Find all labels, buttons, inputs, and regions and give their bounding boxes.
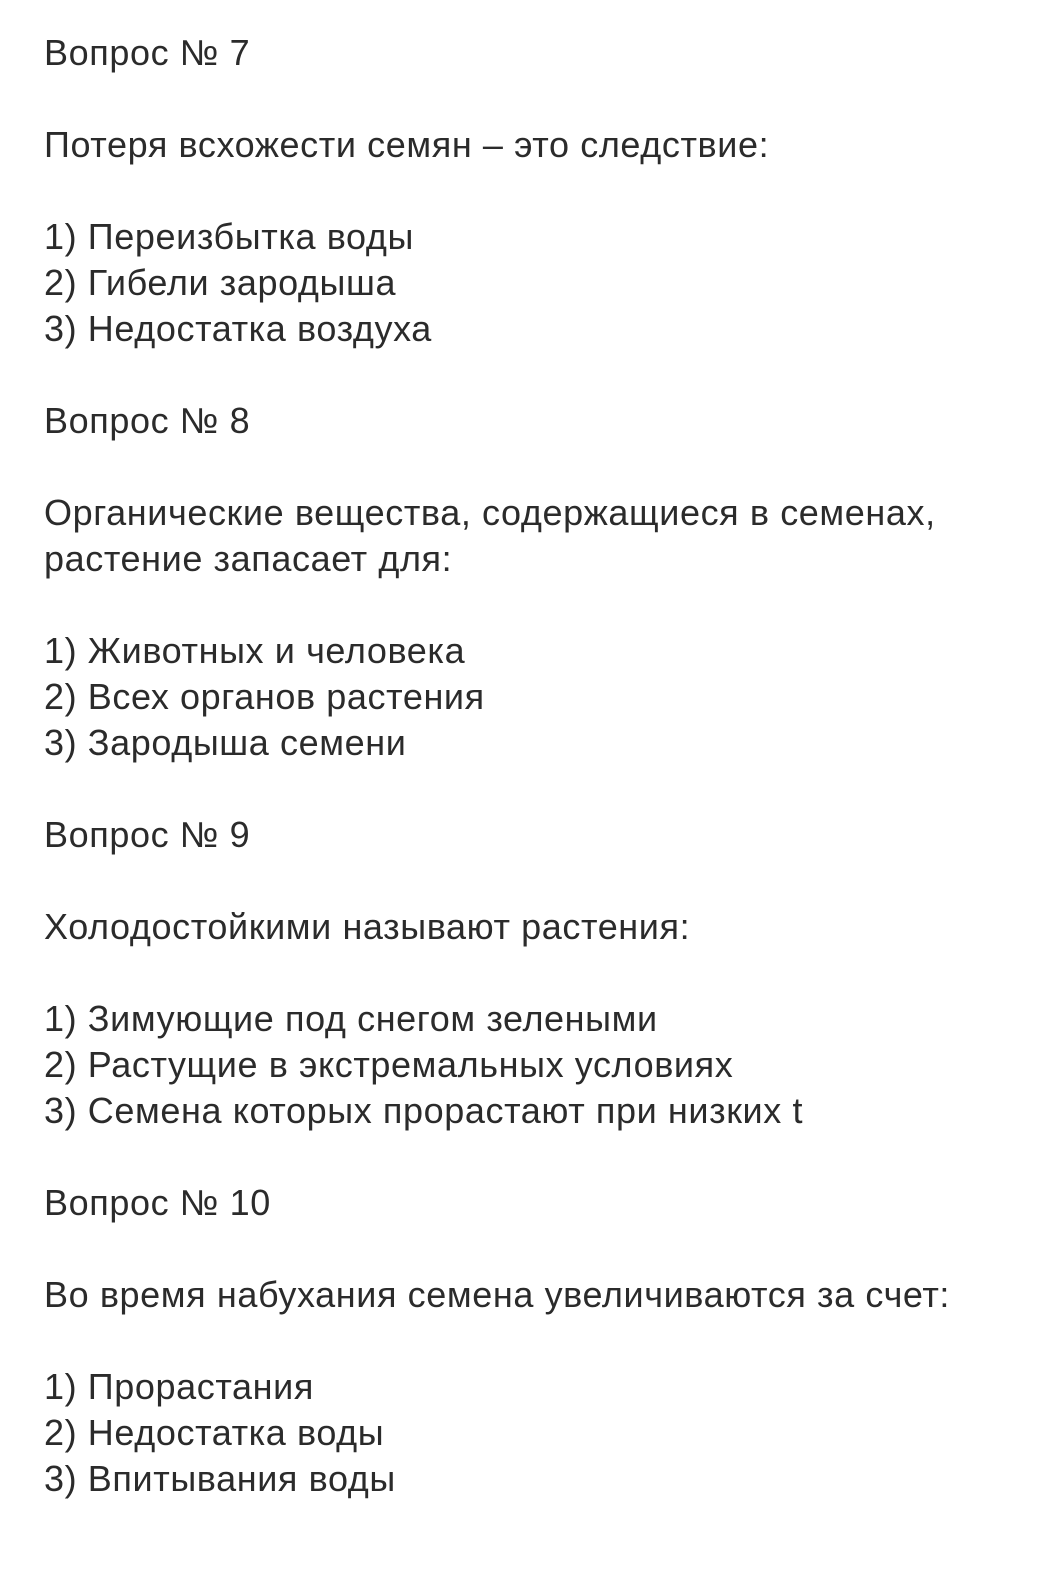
question-title: Вопрос № 8 [44,400,251,441]
question-title: Вопрос № 7 [44,32,251,73]
question-list [44,30,1043,1502]
answer-option: 1) Животных и человека [44,630,466,671]
question-text: Потеря всхожести семян – это следствие: [44,124,770,165]
spacer [44,1134,1043,1180]
answer-option: 1) Переизбытка воды [44,216,414,257]
answer-option: 2) Растущие в экстремальных условиях [44,1044,734,1085]
answer-option: 3) Зародыша семени [44,722,407,763]
spacer [44,766,1043,812]
question-10 [44,1180,1043,1502]
question-title: Вопрос № 10 [44,1182,271,1223]
answer-options [44,1364,1043,1502]
answer-option: 3) Недостатка воздуха [44,308,432,349]
answer-options [44,628,1043,766]
answer-option: 2) Недостатка воды [44,1412,385,1453]
answer-option: 3) Семена которых прорастают при низких t [44,1090,804,1131]
question-8 [44,398,1043,766]
question-title: Вопрос № 9 [44,814,251,855]
answer-options [44,214,1043,352]
question-text: Органические вещества, содержащиеся в семенах, растение запасает для: [44,492,936,579]
answer-option: 3) Впитывания воды [44,1458,396,1499]
answer-option: 1) Прорастания [44,1366,314,1407]
question-text: Холодостойкими называют растения: [44,906,691,947]
answer-option: 2) Всех органов растения [44,676,485,717]
answer-option: 1) Зимующие под снегом зелеными [44,998,658,1039]
answer-option: 2) Гибели зародыша [44,262,397,303]
spacer [44,352,1043,398]
question-9 [44,812,1043,1134]
question-text: Во время набухания семена увеличиваются за счет: [44,1274,951,1315]
question-7 [44,30,1043,352]
answer-options [44,996,1043,1134]
